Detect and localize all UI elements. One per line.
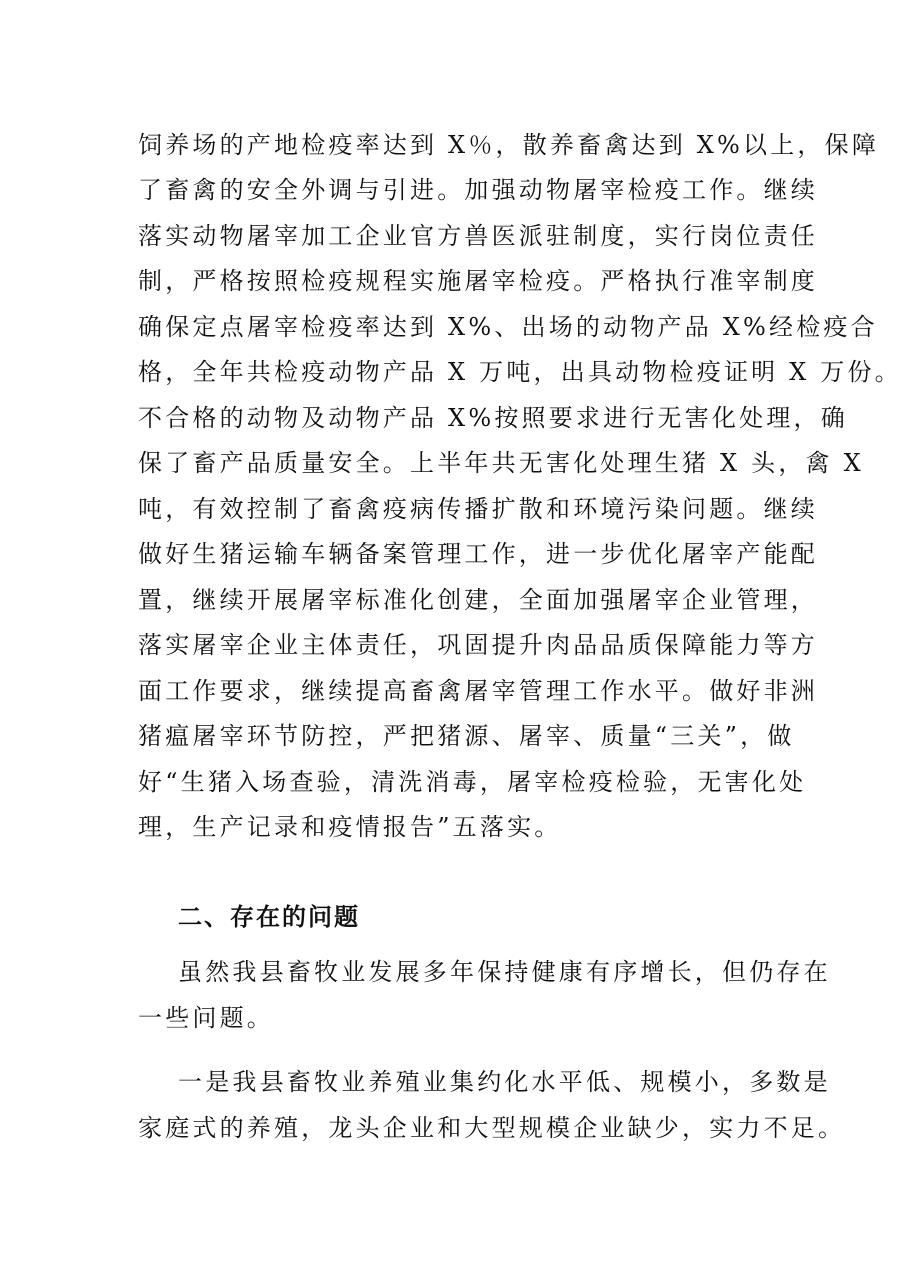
body-text-line: 饲养场的产地检疫率达到 X％，散养畜禽达到 X%以上，保障 xyxy=(138,131,880,159)
body-text-line: 家庭式的养殖，龙头企业和大型规模企业缺少，实力不足。 xyxy=(138,1114,846,1142)
body-text-line: 保了畜产品质量安全。上半年共无害化处理生猪 X 头，禽 X xyxy=(138,449,864,477)
body-text-line: 好“生猪入场查验，清洗消毒，屠宰检疫检验，无害化处 xyxy=(138,768,807,796)
body-text-line: 吨，有效控制了畜禽疫病传播扩散和环境污染问题。继续 xyxy=(138,495,818,523)
body-text-line: 理，生产记录和疫情报告”五落实。 xyxy=(138,813,562,841)
body-text-line: 一些问题。 xyxy=(138,1004,274,1032)
body-text-line: 落实动物屠宰加工企业官方兽医派驻制度，实行岗位责任 xyxy=(138,222,818,250)
body-text-line: 猪瘟屠宰环节防控，严把猪源、屠宰、质量“三关”，做 xyxy=(138,722,795,750)
body-text-line: 落实屠宰企业主体责任，巩固提升肉品品质保障能力等方 xyxy=(138,631,818,659)
body-text-line: 了畜禽的安全外调与引进。加强动物屠宰检疫工作。继续 xyxy=(138,176,818,204)
section-heading: 二、存在的问题 xyxy=(178,902,360,931)
body-text-line: 制，严格按照检疫规程实施屠宰检疫。严格执行准宰制度 xyxy=(138,267,818,295)
body-text-line: 做好生猪运输车辆备案管理工作，进一步优化屠宰产能配 xyxy=(138,540,818,568)
body-text-line: 虽然我县畜牧业发展多年保持健康有序增长，但仍存在 xyxy=(178,958,831,986)
body-text-line: 格，全年共检疫动物产品 X 万吨，出具动物检疫证明 X 万份。 xyxy=(138,358,902,386)
body-text-line: 确保定点屠宰检疫率达到 X%、出场的动物产品 X%经检疫合 xyxy=(138,313,878,341)
body-text-line: 一是我县畜牧业养殖业集约化水平低、规模小，多数是 xyxy=(178,1068,831,1096)
body-text-line: 不合格的动物及动物产品 X%按照要求进行无害化处理，确 xyxy=(138,404,848,432)
body-text-line: 置，继续开展屠宰标准化创建，全面加强屠宰企业管理， xyxy=(138,586,818,614)
body-text-line: 面工作要求，继续提高畜禽屠宰管理工作水平。做好非洲 xyxy=(138,677,818,705)
